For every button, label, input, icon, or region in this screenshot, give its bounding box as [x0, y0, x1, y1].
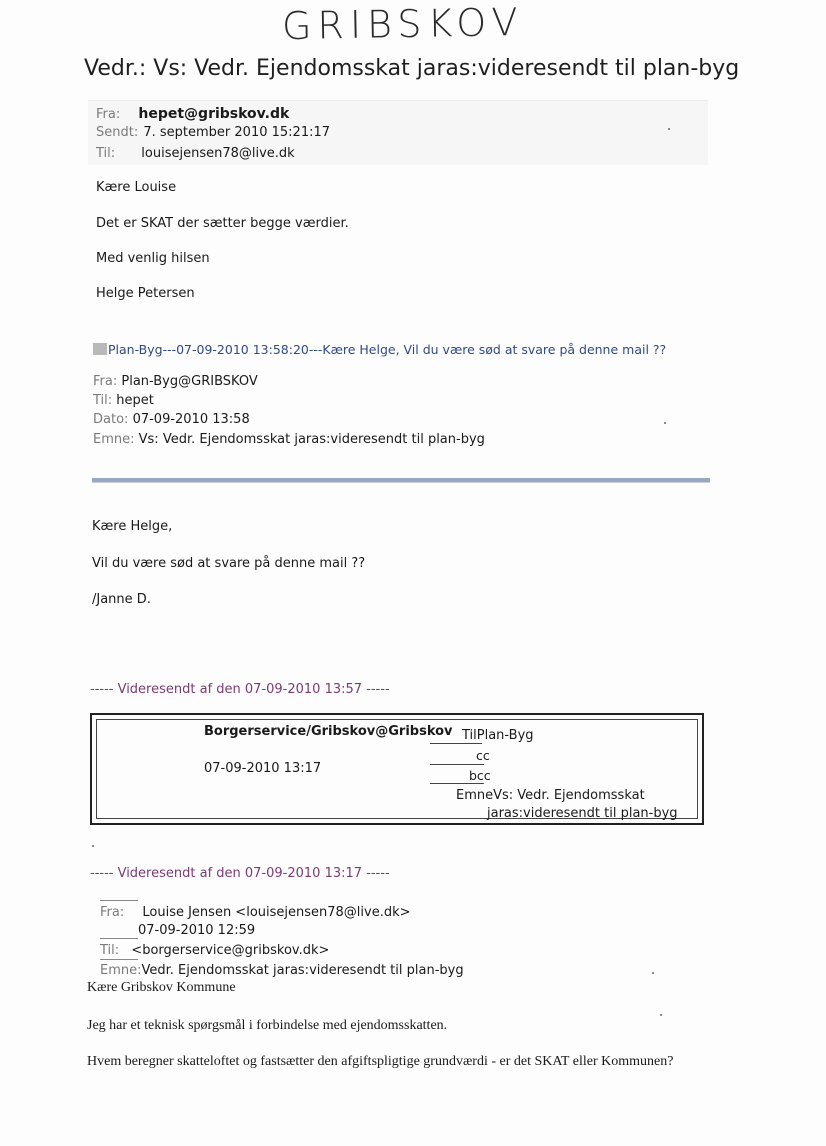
fwd2-from-label: Fra:: [100, 905, 125, 920]
fwd2-to-label: Til:: [100, 943, 120, 958]
quoted-to-label: Til:: [93, 393, 113, 408]
from-value[interactable]: hepet@gribskov.dk: [138, 106, 290, 122]
fwd2-from-value: Louise Jensen <louisejensen78@live.dk>: [142, 905, 411, 920]
fwd2-subject-row: [100, 963, 464, 978]
reply-closing: Med venlig hilsen: [96, 251, 210, 266]
to2-underline: [100, 959, 138, 960]
scan-speck: [664, 422, 666, 424]
quoted-from-value: Plan-Byg@GRIBSKOV: [121, 374, 258, 389]
fwd2-from-row: [100, 905, 411, 920]
sent-row: [96, 125, 330, 140]
original-line-1: Jeg har et teknisk spørgsmål i forbindelse med ejendomsskatten.: [87, 1018, 448, 1033]
reply-signature: Helge Petersen: [96, 286, 195, 301]
forward-bcc: bcc: [469, 768, 491, 783]
quoted-subject-label: Emne:: [93, 432, 135, 447]
reply-body: Det er SKAT der sætter begge værdier.: [96, 216, 349, 231]
quoted-date-label: Dato:: [93, 412, 129, 427]
original-line-2: Hvem beregner skatteloftet og fastsætter den afgiftspligtige grundværdi - er det SKAT eller Kommunen?: [87, 1054, 674, 1069]
quoted-signature: /Janne D.: [92, 592, 151, 607]
fwd2-subject-label: Emne:: [100, 963, 142, 978]
quoted-from-label: Fra:: [93, 374, 118, 389]
forward-subject-line-2: jaras:videresendt til plan-byg: [487, 806, 678, 821]
date2-underline: [100, 938, 138, 939]
forward-cc: cc: [476, 748, 490, 763]
forward-to: TilPlan-Byg: [462, 728, 534, 743]
email-subject: Vedr.: Vs: Vedr. Ejendomsskat jaras:videresendt til plan-byg: [84, 56, 740, 81]
original-greeting: Kære Gribskov Kommune: [87, 980, 236, 995]
forwarded-line-1: ----- Videresendt af den 07-09-2010 13:57 -----: [90, 682, 390, 697]
forward-subject-line-1: EmneVs: Vedr. Ejendomsskat: [456, 788, 645, 803]
image-placeholder-icon: [93, 343, 107, 355]
fwd2-subject-value: Vedr. Ejendomsskat jaras:videresendt til plan-byg: [141, 963, 464, 978]
scan-speck: [668, 128, 670, 130]
to-row: [96, 146, 295, 161]
quoted-date-value: 07-09-2010 13:58: [132, 412, 250, 427]
quoted-from-row: [93, 374, 258, 389]
reply-greeting: Kære Louise: [96, 180, 177, 195]
quoted-subject-row: [93, 432, 485, 447]
quoted-to-row: [93, 393, 154, 408]
scan-speck: [660, 1014, 662, 1016]
quoted-summary-line: [93, 342, 666, 357]
quoted-to-value: hepet: [116, 393, 154, 408]
fwd2-date: 07-09-2010 12:59: [138, 923, 256, 938]
quoted-greeting: Kære Helge,: [92, 519, 173, 534]
fwd2-to-row: [100, 943, 329, 958]
cc-underline: [430, 764, 484, 765]
quoted-date-row: [93, 412, 250, 427]
handwritten-annotation: GRIBSKOV: [281, 0, 524, 49]
from2-overline: [100, 900, 138, 901]
fwd2-to-value: <borgerservice@gribskov.dk>: [131, 943, 330, 958]
quoted-summary-text: Plan-Byg---07-09-2010 13:58:20---Kære Helge, Vil du være sød at svare på denne mail ??: [108, 342, 667, 357]
forwarded-line-2: ----- Videresendt af den 07-09-2010 13:17 -----: [90, 866, 390, 881]
to-label: Til:: [96, 146, 116, 161]
quoted-subject-value: Vs: Vedr. Ejendomsskat jaras:videresendt til plan-byg: [138, 432, 485, 447]
forward-date: 07-09-2010 13:17: [204, 761, 322, 776]
forward-sender: Borgerservice/Gribskov@Gribskov: [204, 724, 453, 739]
from-row: [96, 106, 289, 122]
from-label: Fra:: [96, 107, 121, 122]
sent-value: 7. september 2010 15:21:17: [143, 125, 331, 140]
quoted-body: Vil du være sød at svare på denne mail ??: [92, 556, 366, 571]
separator-rule: [92, 478, 710, 483]
sent-label: Sendt:: [96, 125, 139, 140]
til-underline: [430, 743, 482, 744]
scan-speck: [92, 845, 94, 847]
scan-speck: [652, 972, 654, 974]
bcc-underline: [430, 783, 484, 784]
to-value[interactable]: louisejensen78@live.dk: [141, 146, 295, 161]
